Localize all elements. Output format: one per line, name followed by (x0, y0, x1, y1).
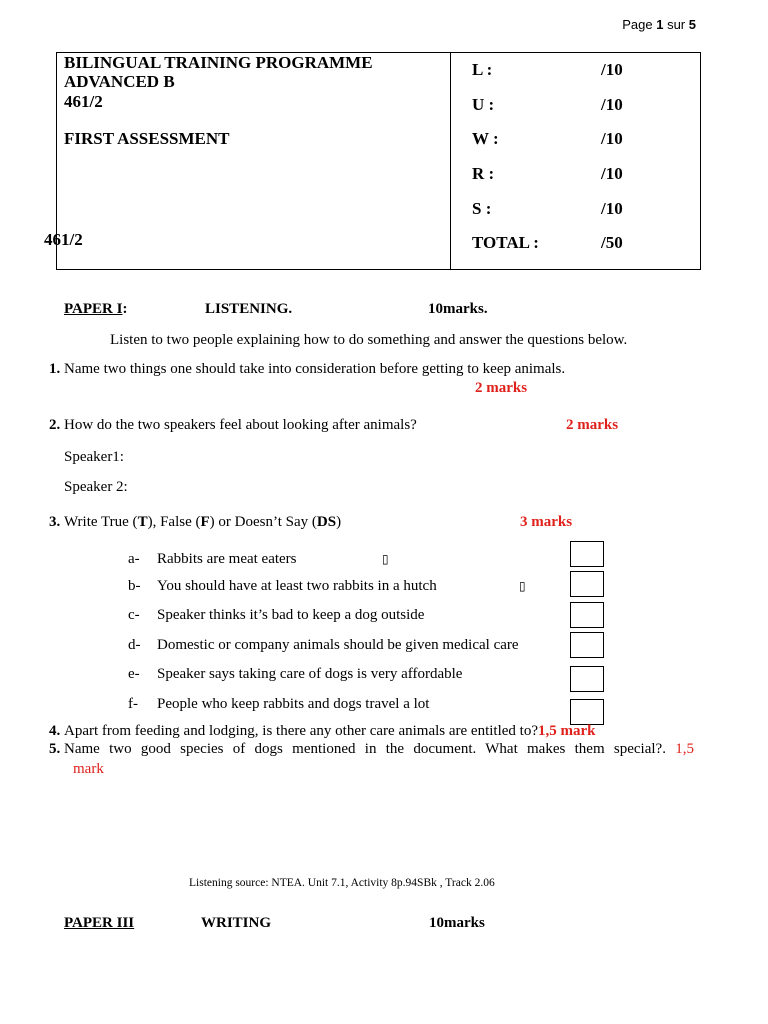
programme-code: 461/2 (64, 92, 103, 111)
q1-marks: 2 marks (475, 380, 528, 396)
q3-item-c-text: Speaker thinks it’s bad to keep a dog outside (157, 607, 425, 623)
score-l-value: /10 (601, 60, 623, 79)
paper1-title: LISTENING. (205, 301, 293, 317)
score-s-value: /10 (601, 199, 623, 218)
paper1-instruction: Listen to two people explaining how to do something and answer the questions below. (110, 332, 628, 348)
score-l-label: L : (472, 60, 493, 79)
score-s-label: S : (472, 199, 492, 218)
programme-code-bottom: 461/2 (44, 230, 83, 249)
q3-item-b-glyph: ▯ (519, 579, 526, 593)
score-w-label: W : (472, 129, 499, 148)
q1-number: 1. (49, 361, 61, 377)
q2-speaker1: Speaker1: (64, 449, 124, 465)
q5-text: Name two good species of dogs mentioned in the document. What makes them special?. (64, 741, 666, 757)
q3-marks: 3 marks (520, 514, 573, 530)
page-number: Page 1 sur 5 (622, 17, 696, 32)
q4-line (64, 723, 596, 740)
q1-text: Name two things one should take into consideration before getting to keep animals. (64, 361, 566, 377)
q3-item-b-letter: b- (128, 578, 141, 594)
q5-line (64, 741, 694, 758)
q5-marks-a: 1,5 (675, 741, 694, 757)
q2-number: 2. (49, 417, 61, 433)
paper3-marks: 10marks (429, 915, 485, 931)
score-w-value: /10 (601, 129, 623, 148)
paper1-marks: 10marks. (428, 301, 488, 317)
q3-number: 3. (49, 514, 61, 530)
q3-item-d-letter: d- (128, 637, 141, 653)
q3-item-f-letter: f- (128, 696, 138, 712)
q3-answer-box-f[interactable] (570, 699, 604, 725)
q3-answer-box-a[interactable] (570, 541, 604, 567)
q3-answer-box-c[interactable] (570, 602, 604, 628)
score-r-value: /10 (601, 164, 623, 183)
q3-answer-box-b[interactable] (570, 571, 604, 597)
q3-item-c-letter: c- (128, 607, 140, 623)
q4-marks: 1,5 mark (538, 723, 596, 739)
programme-title-line1: BILINGUAL TRAINING PROGRAMME (64, 53, 373, 72)
q5-number: 5. (49, 741, 61, 757)
q3-item-e-letter: e- (128, 666, 140, 682)
paper1-heading: PAPER I: (64, 301, 128, 317)
score-total-label: TOTAL : (472, 233, 539, 252)
score-u-label: U : (472, 95, 495, 114)
q5-marks-b: mark (73, 761, 104, 777)
listening-source: Listening source: NTEA. Unit 7.1, Activity 8p.94SBk , Track 2.06 (189, 877, 495, 889)
score-total-value: /50 (601, 233, 623, 252)
q3-item-a-text: Rabbits are meat eaters (157, 551, 297, 567)
score-u-value: /10 (601, 95, 623, 114)
q3-text: Write True (T), False (F) or Doesn’t Say (DS) (64, 514, 342, 530)
q3-item-b-text: You should have at least two rabbits in a hutch (157, 578, 437, 594)
q2-marks: 2 marks (566, 417, 619, 433)
q3-item-e-text: Speaker says taking care of dogs is very affordable (157, 666, 463, 682)
q4-text: Apart from feeding and lodging, is there any other care animals are entitled to? (64, 723, 538, 739)
q3-item-f-text: People who keep rabbits and dogs travel a lot (157, 696, 430, 712)
q3-answer-box-e[interactable] (570, 666, 604, 692)
q4-number: 4. (49, 723, 61, 739)
header-divider (450, 52, 451, 270)
q3-item-a-letter: a- (128, 551, 140, 567)
q3-answer-box-d[interactable] (570, 632, 604, 658)
paper3-title: WRITING (201, 915, 272, 931)
programme-title-line2: ADVANCED B (64, 72, 175, 91)
q2-text: How do the two speakers feel about looking after animals? (64, 417, 417, 433)
q3-item-a-glyph: ▯ (382, 552, 389, 566)
paper3-label: PAPER III (64, 915, 135, 931)
q3-item-d-text: Domestic or company animals should be given medical care (157, 637, 519, 653)
assessment-title: FIRST ASSESSMENT (64, 129, 230, 148)
score-r-label: R : (472, 164, 495, 183)
q2-speaker2: Speaker 2: (64, 479, 128, 495)
